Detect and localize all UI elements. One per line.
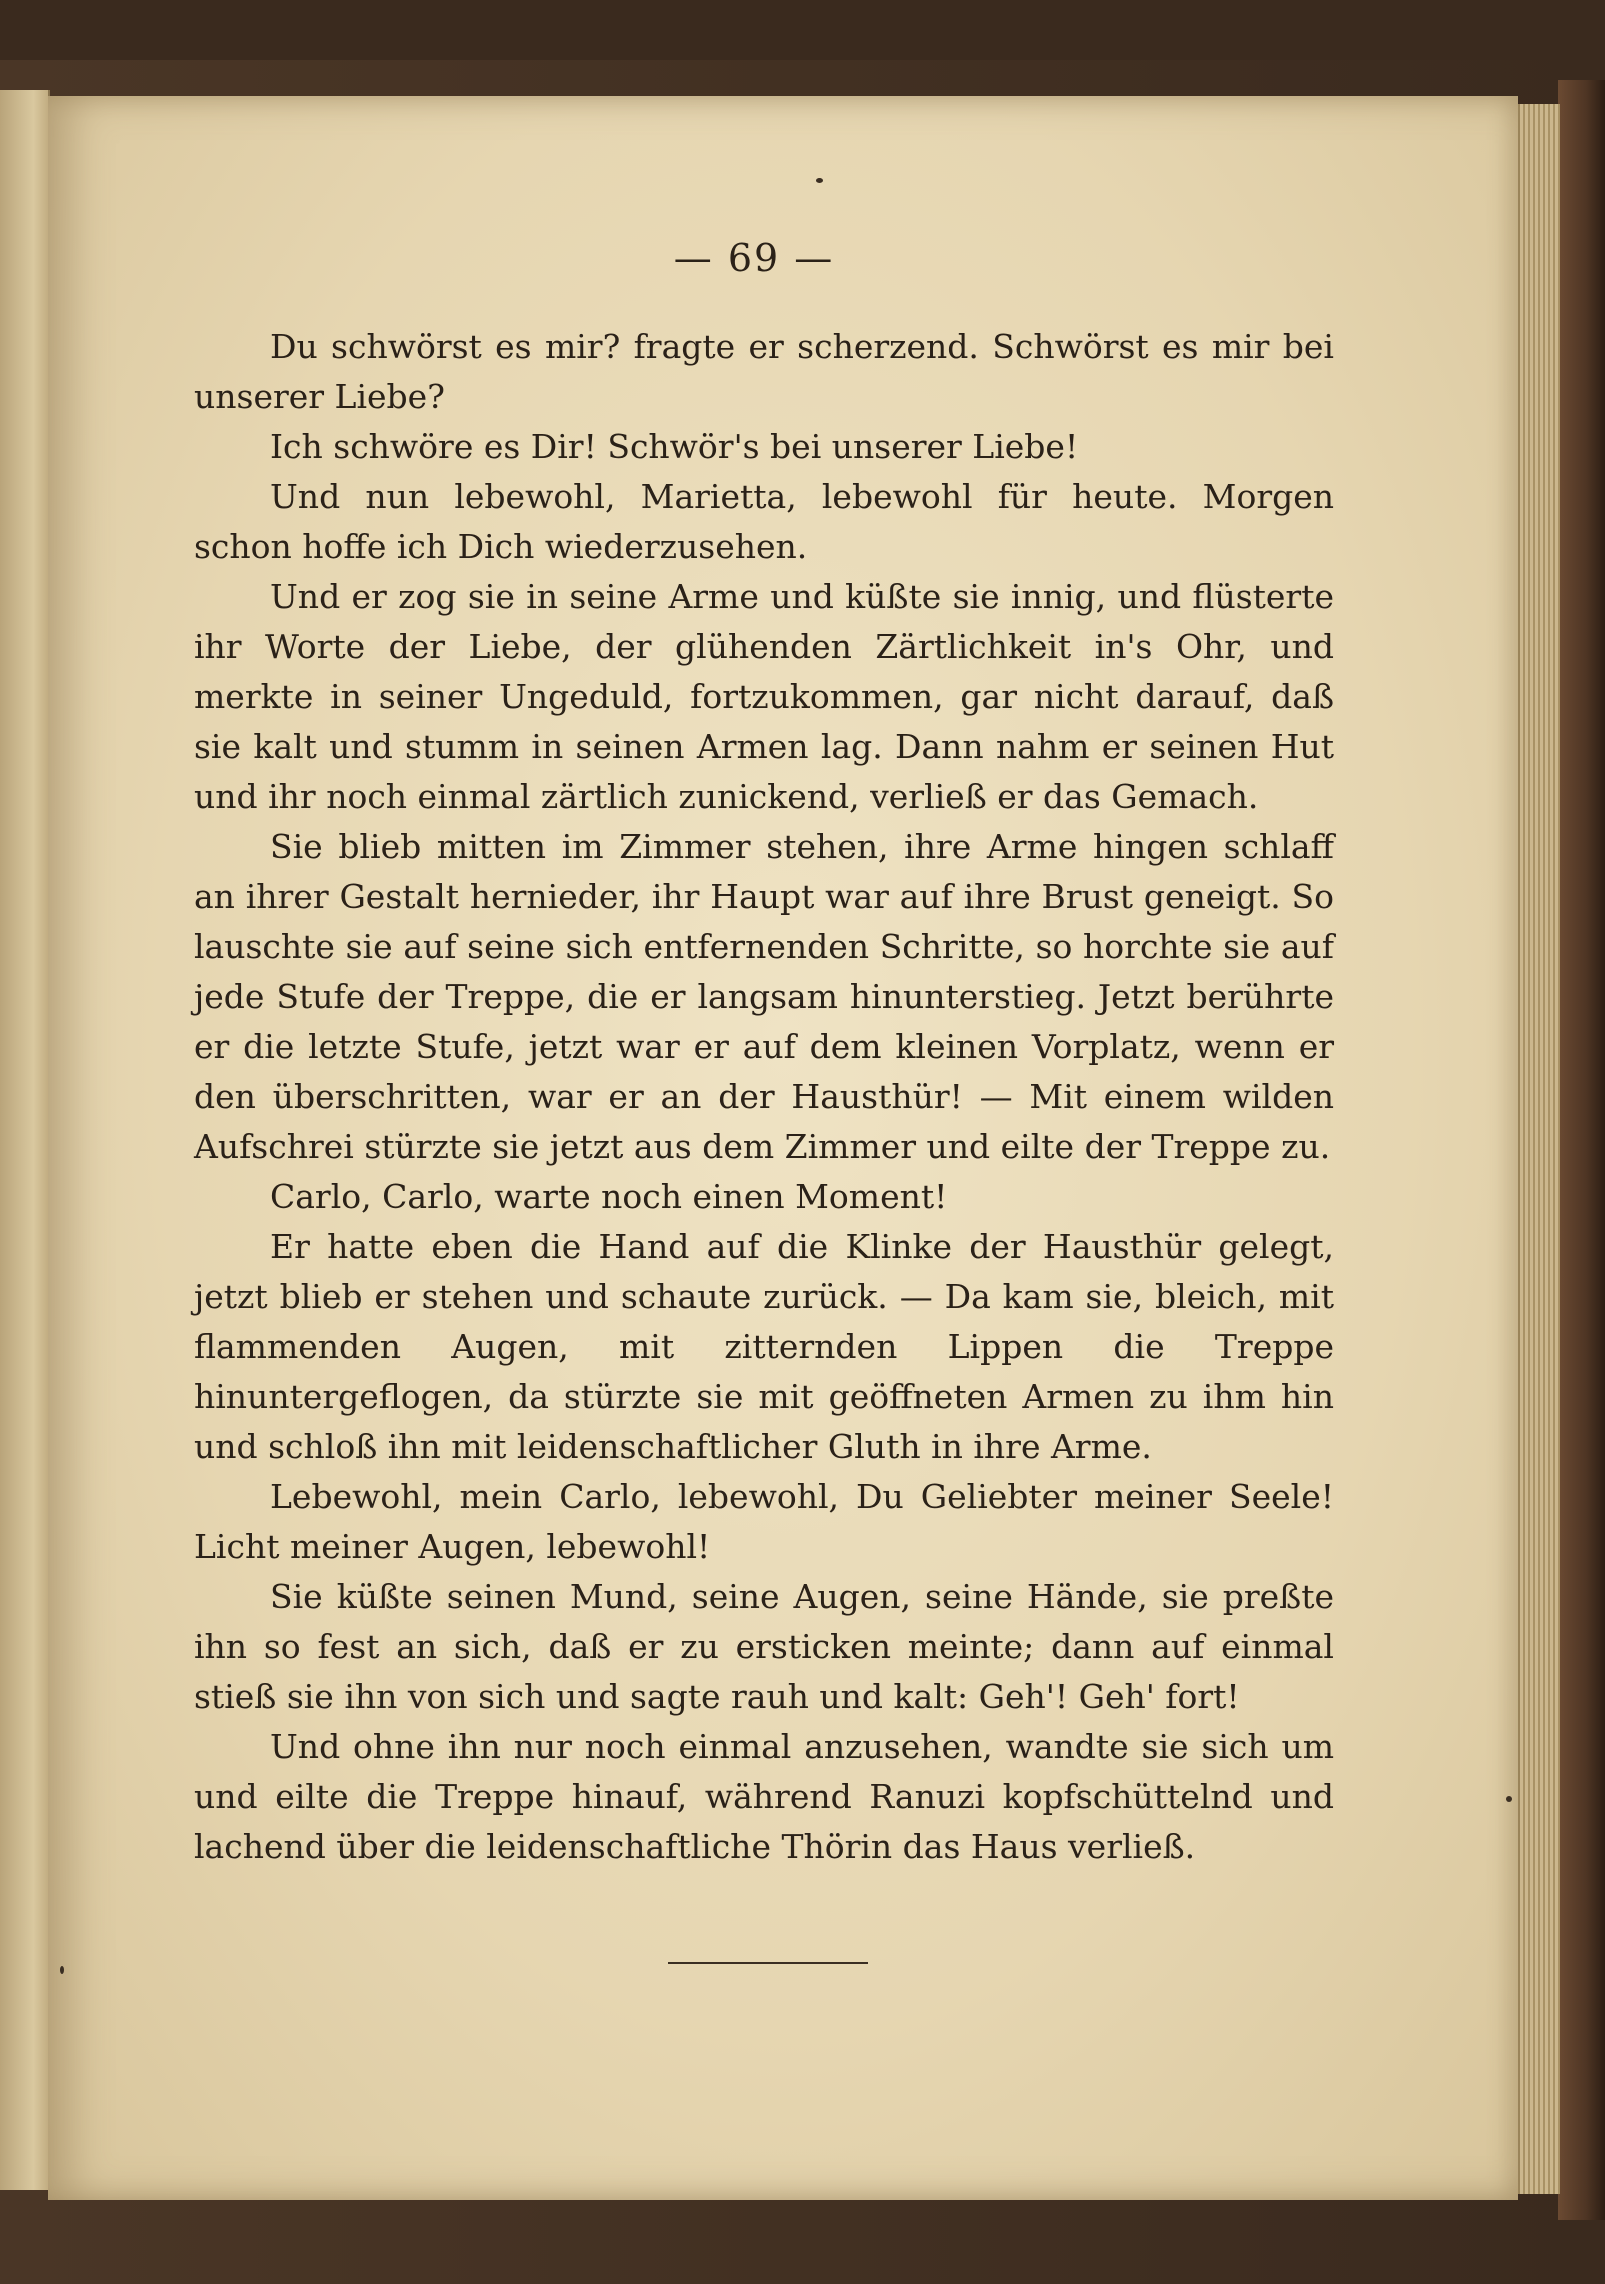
- cover-edge: [1558, 80, 1605, 2220]
- paragraph: Lebewohl, mein Carlo, lebewohl, Du Geliebter meiner Seele! Licht meiner Augen, lebewohl!: [194, 1477, 1334, 1566]
- paragraph: Ich schwöre es Dir! Schwör's bei unserer Liebe!: [270, 427, 1079, 466]
- paragraph: Und ohne ihn nur noch einmal anzusehen, wandte sie sich um und eilte die Treppe hinauf, während Ranuzi kopfschüttelnd und lachend über die leidenschaftliche Thörin das Haus verließ.: [194, 1727, 1334, 1866]
- paragraph: Carlo, Carlo, warte noch einen Moment!: [270, 1177, 948, 1216]
- left-page-edge: [0, 90, 50, 2190]
- paragraph: Und er zog sie in seine Arme und küßte sie innig, und flüsterte ihr Worte der Liebe, der glühenden Zärtlichkeit in's Ohr, und merkte in seiner Ungeduld, fortzukommen, gar nicht darauf, daß sie kalt und stumm in seinen Armen lag. Dann nahm er seinen Hut und ihr noch einmal zärtlich zunickend, verließ er das Gemach.: [194, 577, 1334, 816]
- page-stack: [1518, 104, 1560, 2194]
- paragraph: Sie küßte seinen Mund, seine Augen, seine Hände, sie preßte ihn so fest an sich, daß er zu ersticken meinte; dann auf einmal stieß sie ihn von sich und sagte rauh und kalt: Geh'! Geh' fort!: [194, 1577, 1334, 1716]
- paragraph: Du schwörst es mir? fragte er scherzend. Schwörst es mir bei unserer Liebe?: [194, 327, 1334, 416]
- ink-speck: [60, 1966, 64, 1974]
- paragraph: Sie blieb mitten im Zimmer stehen, ihre Arme hingen schlaff an ihrer Gestalt hernieder, ihr Haupt war auf ihre Brust geneigt. So lauschte sie auf seine sich entfernenden Schritte, so horchte sie auf jede Stufe der Treppe, die er langsam hinunterstieg. Jetzt berührte er die letzte Stufe, jetzt war er auf dem kleinen Vorplatz, wenn er den überschritten, war er an der Hausthür! — Mit einem wilden Aufschrei stürzte sie jetzt aus dem Zimmer und eilte der Treppe zu.: [194, 827, 1334, 1166]
- ink-speck: [1506, 1796, 1512, 1802]
- paragraph: Er hatte eben die Hand auf die Klinke der Hausthür gelegt, jetzt blieb er stehen und schaute zurück. — Da kam sie, bleich, mit flammenden Augen, mit zitternden Lippen die Treppe hinuntergeflogen, da stürzte sie mit geöffneten Armen zu ihm hin und schloß ihn mit leidenschaftlicher Gluth in ihre Arme.: [194, 1227, 1334, 1466]
- ink-speck: [816, 178, 823, 183]
- paragraph: Und nun lebewohl, Marietta, lebewohl für heute. Morgen schon hoffe ich Dich wiederzusehen.: [194, 477, 1334, 566]
- section-end-rule: [668, 1962, 868, 1964]
- body-text: [194, 322, 1334, 1872]
- page-number: — 69 —: [673, 236, 835, 280]
